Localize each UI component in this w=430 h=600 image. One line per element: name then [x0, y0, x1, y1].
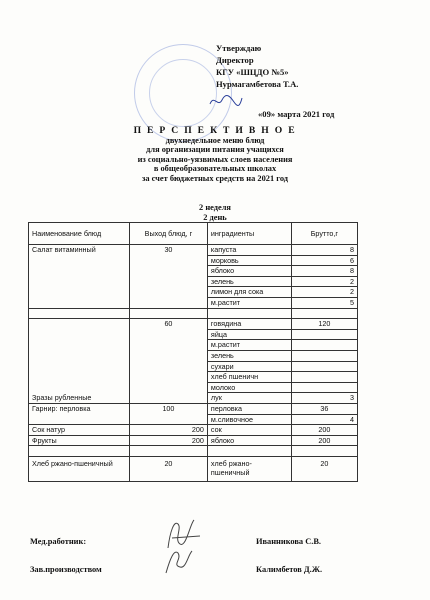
table-header-row [29, 223, 358, 245]
ingredient: морковь [207, 255, 291, 266]
brutto: 36 [291, 403, 357, 414]
brutto: 4 [291, 414, 357, 425]
brutto [291, 340, 357, 351]
period [0, 203, 430, 222]
ingredient: лук [207, 393, 291, 404]
medic-name: Иванникова С.В. [256, 537, 322, 546]
dish-output: 100 [129, 403, 207, 424]
brutto [291, 350, 357, 361]
dish-name: Фрукты [29, 435, 130, 446]
menu-table [28, 222, 358, 482]
dish-name: Гарнир: перловка [29, 403, 130, 424]
ingredient: хлеб ржано-пшеничный [207, 456, 291, 481]
chef-name: Калимбетов Д.Ж. [256, 565, 323, 574]
col-header-ingredients: инградиенты [207, 223, 291, 245]
title-line: для организации питания учащихся [146, 145, 284, 155]
table-row [29, 446, 358, 457]
table-row [29, 456, 358, 481]
brutto: 8 [291, 245, 357, 256]
dish-output: 60 [129, 319, 207, 404]
ingredient: яйца [207, 329, 291, 340]
ingredient: яблоко [207, 435, 291, 446]
brutto: 20 [291, 456, 357, 481]
brutto [291, 372, 357, 383]
dish-output: 200 [129, 425, 207, 436]
document-title [0, 126, 430, 184]
dish-name: Хлеб ржано-пшеничный [29, 456, 130, 481]
brutto [291, 382, 357, 393]
brutto: 200 [291, 425, 357, 436]
title-line: за счет бюджетных средств на 2021 год [141, 173, 289, 183]
title-line: двухнедельное меню блюд [165, 135, 265, 145]
ingredient: сок [207, 425, 291, 436]
col-header-brutto: Брутто,г [291, 223, 357, 245]
brutto: 2 [291, 276, 357, 287]
brutto: 120 [291, 319, 357, 330]
ingredient: молоко [207, 382, 291, 393]
approval-line: КГУ «ШЦДО №5» [216, 67, 289, 77]
brutto: 6 [291, 255, 357, 266]
chef-label: Зав.производством [30, 565, 102, 574]
dish-name: Зразы рубленные [29, 319, 130, 404]
brutto: 8 [291, 266, 357, 277]
approval-line: Нурмагамбетова Т.А. [216, 79, 299, 89]
table-row [29, 245, 358, 256]
dish-output: 20 [129, 456, 207, 481]
ingredient: м.растит [207, 340, 291, 351]
week-label: 2 неделя [199, 203, 231, 212]
ingredient: хлеб пшеничн [207, 372, 291, 383]
ingredient: перловка [207, 403, 291, 414]
approval-date: «09» марта 2021 год [258, 109, 335, 119]
ingredient: м.растит [207, 297, 291, 308]
brutto: 5 [291, 297, 357, 308]
approval-line: Утверждаю [216, 43, 262, 53]
ingredient: зелень [207, 276, 291, 287]
title-line: в общеобразовательных школах [153, 164, 277, 174]
dish-output: 30 [129, 245, 207, 309]
table-row [29, 319, 358, 330]
brutto: 3 [291, 393, 357, 404]
brutto [291, 361, 357, 372]
dish-output: 200 [129, 435, 207, 446]
ingredient: зелень [207, 350, 291, 361]
dish-name: Сок натур [29, 425, 130, 436]
title-main: П Е Р С П Е К Т И В Н О Е [133, 125, 297, 136]
col-header-dish: Наименование блюд [29, 223, 130, 245]
table-row [29, 435, 358, 446]
day-label: 2 день [203, 212, 227, 222]
table-row [29, 308, 358, 319]
table-row [29, 403, 358, 414]
ingredient: говядина [207, 319, 291, 330]
brutto [291, 329, 357, 340]
ingredient: сухари [207, 361, 291, 372]
chef-signature [160, 545, 200, 575]
medic-label: Мед.работник: [30, 537, 87, 546]
ingredient: м.сливочное [207, 414, 291, 425]
table-row [29, 425, 358, 436]
title-line: из социально-уязвимых слоев населения [137, 154, 293, 164]
ingredient: капуста [207, 245, 291, 256]
ingredient: яблоко [207, 266, 291, 277]
brutto: 2 [291, 287, 357, 298]
approval-line: Директор [216, 55, 254, 65]
ingredient: лимон для сока [207, 287, 291, 298]
col-header-output: Выход блюд, г [129, 223, 207, 245]
brutto: 200 [291, 435, 357, 446]
approval-block [216, 42, 334, 120]
dish-name: Салат витаминный [29, 245, 130, 309]
